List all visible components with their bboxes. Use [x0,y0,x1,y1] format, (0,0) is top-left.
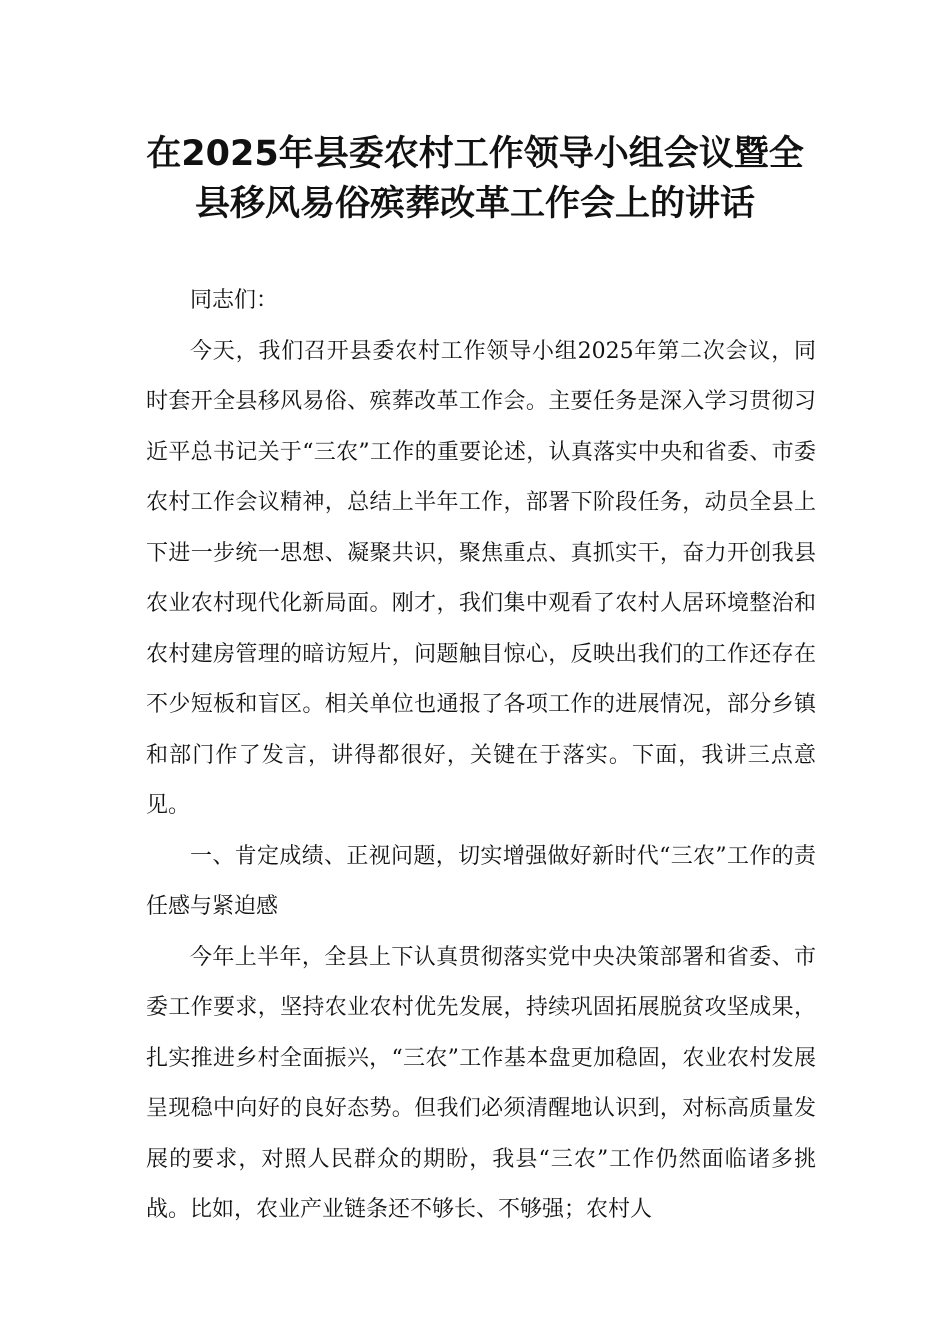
paragraph-opening: 今天，我们召开县委农村工作领导小组2025年第二次会议，同时套开全县移风易俗、殡葬改革工作会。主要任务是深入学习贯彻习近平总书记关于“三农”工作的重要论述，认真落实中央和省委、市委农村工作会议精神，总结上半年工作，部署下阶段任务，动员全县上下进一步统一思想、凝聚共识，聚焦重点、真抓实干，奋力开创我县农业农村现代化新局面。刚才，我们集中观看了农村人居环境整治和农村建房管理的暗访短片，问题触目惊心，反映出我们的工作还存在不少短板和盲区。相关单位也通报了各项工作的进展情况，部分乡镇和部门作了发言，讲得都很好，关键在于落实。下面，我讲三点意见。 [146,338,816,818]
document-body [146,276,816,1236]
paragraph-section-1: 今年上半年，全县上下认真贯彻落实党中央决策部署和省委、市委工作要求，坚持农业农村优先发展，持续巩固拓展脱贫攻坚成果，扎实推进乡村全面振兴，“三农”工作基本盘更加稳固，农业农村发展呈现稳中向好的良好态势。但我们必须清醒地认识到，对标高质量发展的要求，对照人民群众的期盼，我县“三农”工作仍然面临诸多挑战。比如，农业产业链条还不够长、不够强；农村人 [146,944,816,1222]
salutation: 同志们： [190,288,279,313]
section-heading-1: 一、肯定成绩、正视问题，切实增强做好新时代“三农”工作的责任感与紧迫感 [146,843,816,919]
document-title-line-1: 在2025年县委农村工作领导小组会议暨全 [146,134,804,174]
document-title-line-2: 县移风易俗殡葬改革工作会上的讲话 [194,184,755,224]
